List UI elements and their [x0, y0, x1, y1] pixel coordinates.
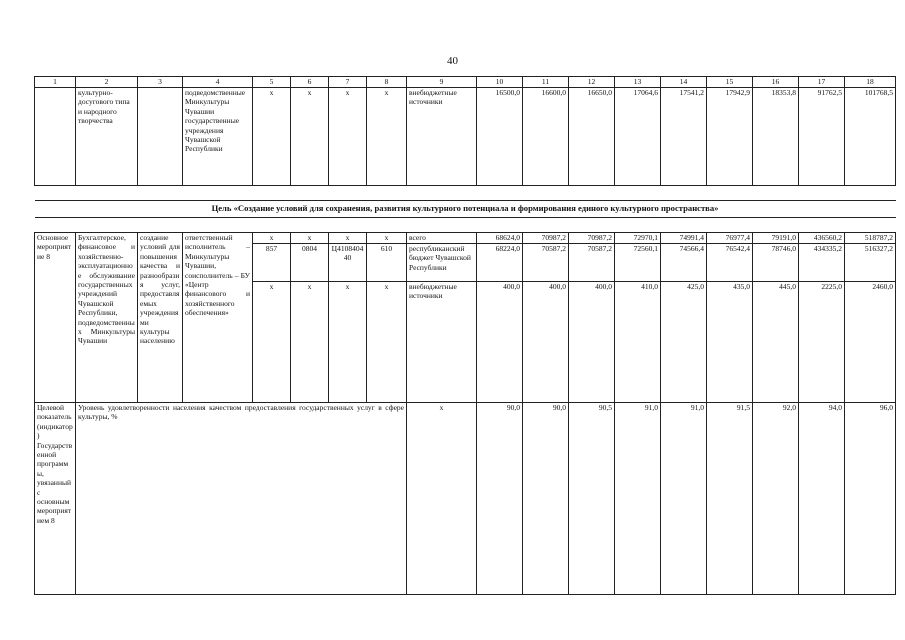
column-number: 8	[367, 77, 407, 88]
column-number: 15	[707, 77, 753, 88]
cell-code: x	[329, 282, 367, 403]
table-row-indicator	[35, 403, 896, 595]
cell-code: 857	[253, 244, 291, 282]
cell-value: 400,0	[477, 282, 523, 403]
cell-code: x	[407, 403, 477, 595]
cell-value: 435,0	[707, 282, 753, 403]
budget-table	[34, 76, 896, 595]
cell-value: 70587,2	[523, 244, 569, 282]
goal-title: Цель «Создание условий для сохранения, развития культурного потенциала и формирования единого культурного пространства»	[35, 201, 896, 218]
cell-value: 68224,0	[477, 244, 523, 282]
column-number: 7	[329, 77, 367, 88]
cell-value: 94,0	[799, 403, 845, 595]
cell-value: 78746,0	[753, 244, 799, 282]
column-number: 9	[407, 77, 477, 88]
cell-code: Ц410840440	[329, 244, 367, 282]
column-number: 2	[76, 77, 138, 88]
cell-value: 518787,2	[845, 233, 896, 244]
cell-value: 96,0	[845, 403, 896, 595]
cell-event-name: Бухгалтерское, финансовое и хозяйственно-эксплуатационное обслуживание государственных учреждений Чувашской Республики, подведомственных Минкультуры Чувашии	[76, 233, 138, 403]
cell-value: 17942,9	[707, 88, 753, 186]
cell-value: 90,5	[569, 403, 615, 595]
cell-value: 17064,6	[615, 88, 661, 186]
cell-value: 445,0	[753, 282, 799, 403]
cell-value: 92,0	[753, 403, 799, 595]
cell-executor: ответственный исполнитель – Минкультуры Чувашии, соисполнитель – БУ «Центр финансового и хозяйственного обеспечения»	[183, 233, 253, 403]
cell-indicator-text: Уровень удовлетворенности населения качеством предоставления государственных услуг в сфере культуры, %	[76, 403, 407, 595]
cell-value: 16600,0	[523, 88, 569, 186]
cell-code: x	[291, 88, 329, 186]
cell-value: 74566,4	[661, 244, 707, 282]
cell-value: 400,0	[523, 282, 569, 403]
cell-value: 79191,0	[753, 233, 799, 244]
cell-value: 76977,4	[707, 233, 753, 244]
cell-code: x	[367, 282, 407, 403]
cell-funding-source: внебюджетные источники	[407, 282, 477, 403]
cell-value: 2460,0	[845, 282, 896, 403]
column-number: 10	[477, 77, 523, 88]
column-number: 4	[183, 77, 253, 88]
cell-value: 72970,1	[615, 233, 661, 244]
column-number: 17	[799, 77, 845, 88]
cell-value: 2225,0	[799, 282, 845, 403]
column-number-row	[35, 77, 896, 88]
cell-code: 0804	[291, 244, 329, 282]
column-number: 16	[753, 77, 799, 88]
cell-funding-source: республиканский бюджет Чувашской Республики	[407, 244, 477, 282]
cell-executor: подведомственные Минкультуры Чувашии государственные учреждения Чувашской Республики	[183, 88, 253, 186]
cell-event-goal: создание условий для повышения качества и разнообразия услуг, предоставляемых учреждениями культуры населению	[138, 233, 183, 403]
cell-value: 68624,0	[477, 233, 523, 244]
cell-empty	[35, 88, 76, 186]
column-number: 18	[845, 77, 896, 88]
cell-code: x	[253, 88, 291, 186]
cell-funding-source: внебюджетные источники	[407, 88, 477, 186]
column-number: 13	[615, 77, 661, 88]
cell-value: 410,0	[615, 282, 661, 403]
cell-value: 91762,5	[799, 88, 845, 186]
page-number: 40	[447, 55, 458, 67]
cell-code: x	[367, 88, 407, 186]
cell-empty	[138, 88, 183, 186]
cell-event-label: Основное мероприятие 8	[35, 233, 76, 403]
cell-value: 400,0	[569, 282, 615, 403]
cell-value: 76542,4	[707, 244, 753, 282]
spacer-row	[35, 218, 896, 233]
cell-event-name: культурно-досугового типа и народного творчества	[76, 88, 138, 186]
cell-value: 70587,2	[569, 244, 615, 282]
cell-code: x	[291, 233, 329, 244]
column-number: 12	[569, 77, 615, 88]
cell-value: 91,5	[707, 403, 753, 595]
column-number: 1	[35, 77, 76, 88]
cell-code: x	[253, 233, 291, 244]
table-row-event8-total	[35, 233, 896, 244]
spacer-row	[35, 186, 896, 201]
cell-value: 17541,2	[661, 88, 707, 186]
column-number: 5	[253, 77, 291, 88]
cell-value: 91,0	[661, 403, 707, 595]
cell-value: 70987,2	[523, 233, 569, 244]
cell-value: 16650,0	[569, 88, 615, 186]
cell-value: 74991,4	[661, 233, 707, 244]
cell-value: 101768,5	[845, 88, 896, 186]
cell-code: 610	[367, 244, 407, 282]
column-number: 6	[291, 77, 329, 88]
cell-value: 16500,0	[477, 88, 523, 186]
cell-value: 18353,8	[753, 88, 799, 186]
cell-code: x	[329, 233, 367, 244]
cell-value: 90,0	[477, 403, 523, 595]
cell-value: 91,0	[615, 403, 661, 595]
goal-row	[35, 201, 896, 218]
cell-value: 72560,1	[615, 244, 661, 282]
cell-value: 425,0	[661, 282, 707, 403]
cell-indicator-label: Целевой показатель (индикатор) Государственной программы, увязанный с основным мероприятием 8	[35, 403, 76, 595]
cell-value: 436560,2	[799, 233, 845, 244]
cell-funding-source: всего	[407, 233, 477, 244]
cell-code: x	[253, 282, 291, 403]
column-number: 11	[523, 77, 569, 88]
cell-value: 70987,2	[569, 233, 615, 244]
cell-code: x	[291, 282, 329, 403]
cell-value: 516327,2	[845, 244, 896, 282]
column-number: 3	[138, 77, 183, 88]
cell-value: 434335,2	[799, 244, 845, 282]
cell-value: 90,0	[523, 403, 569, 595]
cell-code: x	[367, 233, 407, 244]
table-row-culture-leisure	[35, 88, 896, 186]
column-number: 14	[661, 77, 707, 88]
cell-code: x	[329, 88, 367, 186]
